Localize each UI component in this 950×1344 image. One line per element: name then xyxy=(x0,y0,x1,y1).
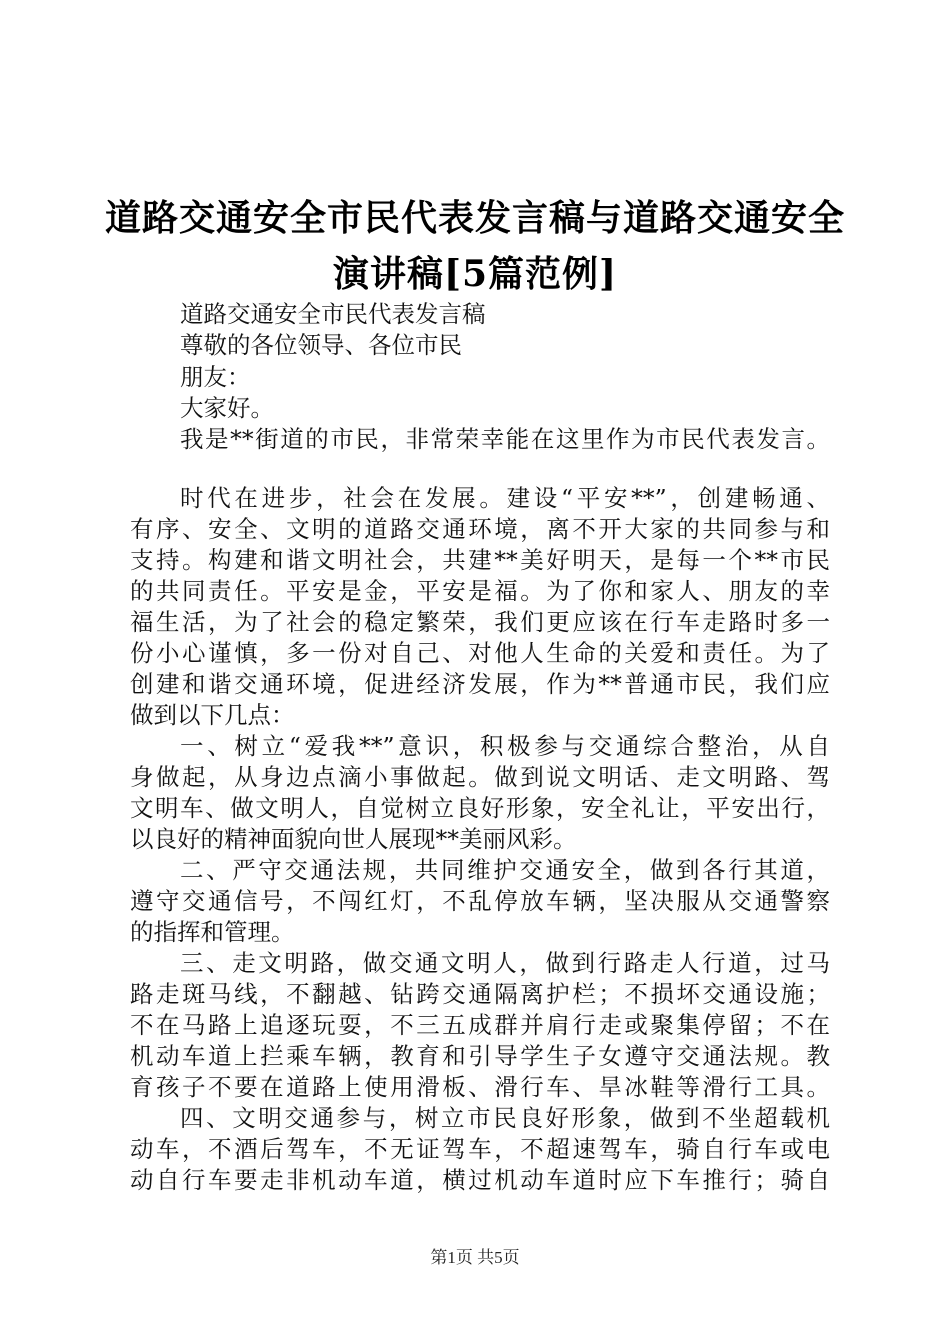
intro-line: 大家好。 xyxy=(180,394,274,422)
body-line: 机动车道上拦乘车辆，教育和引导学生子女遵守交通法规。教 xyxy=(130,1042,830,1070)
intro-line: 我是**街道的市民，非常荣幸能在这里作为市民代表发言。 xyxy=(180,425,830,453)
page-footer: 第1页 共5页 xyxy=(430,1248,520,1267)
body-line: 福生活，为了社会的稳定繁荣，我们更应该在行车走路时多一 xyxy=(130,608,830,636)
body-line: 份小心谨慎，多一份对自己、对他人生命的关爱和责任。为了 xyxy=(130,639,830,667)
body-line: 二、严守交通法规，共同维护交通安全，做到各行其道， xyxy=(180,856,830,884)
body-line: 支持。构建和谐文明社会，共建**美好明天，是每一个**市民 xyxy=(130,546,830,574)
body-line: 三、走文明路，做交通文明人，做到行路走人行道，过马 xyxy=(180,949,830,977)
body-line: 动车，不酒后驾车，不无证驾车，不超速驾车，骑自行车或电 xyxy=(130,1135,830,1163)
body-line: 动自行车要走非机动车道，横过机动车道时应下车推行；骑自 xyxy=(130,1166,830,1194)
intro-line: 尊敬的各位领导、各位市民 xyxy=(180,331,462,359)
intro-line: 朋友： xyxy=(180,363,251,391)
body-line: 育孩子不要在道路上使用滑板、滑行车、旱冰鞋等滑行工具。 xyxy=(130,1073,830,1101)
document-title-line-1: 道路交通安全市民代表发言稿与道路交通安全 xyxy=(104,197,845,239)
body-line: 的共同责任。平安是金，平安是福。为了你和家人、朋友的幸 xyxy=(130,577,830,605)
body-line: 创建和谐交通环境，促进经济发展，作为**普通市民，我们应 xyxy=(130,670,830,698)
body-line: 四、文明交通参与，树立市民良好形象，做到不坐超载机 xyxy=(180,1104,830,1132)
body-line: 做到以下几点： xyxy=(130,701,295,729)
body-line: 的指挥和管理。 xyxy=(130,918,295,946)
intro-line: 道路交通安全市民代表发言稿 xyxy=(180,300,486,328)
body-line: 路走斑马线，不翻越、钻跨交通隔离护栏；不损坏交通设施； xyxy=(130,980,830,1008)
body-line: 有序、安全、文明的道路交通环境，离不开大家的共同参与和 xyxy=(130,515,830,543)
body-line: 遵守交通信号，不闯红灯，不乱停放车辆，坚决服从交通警察 xyxy=(130,887,830,915)
body-line: 一、树立“爱我**”意识，积极参与交通综合整治，从自 xyxy=(180,732,830,760)
body-line: 时代在进步，社会在发展。建设“平安**”，创建畅通、 xyxy=(180,484,830,512)
document-title-line-2: 演讲稿[5篇范例] xyxy=(332,253,618,295)
body-line: 文明车、做文明人，自觉树立良好形象，安全礼让，平安出行， xyxy=(130,794,830,822)
body-line: 身做起，从身边点滴小事做起。做到说文明话、走文明路、驾 xyxy=(130,763,830,791)
body-line: 以良好的精神面貌向世人展现**美丽风彩。 xyxy=(130,825,577,853)
body-line: 不在马路上追逐玩耍，不三五成群并肩行走或聚集停留；不在 xyxy=(130,1011,830,1039)
